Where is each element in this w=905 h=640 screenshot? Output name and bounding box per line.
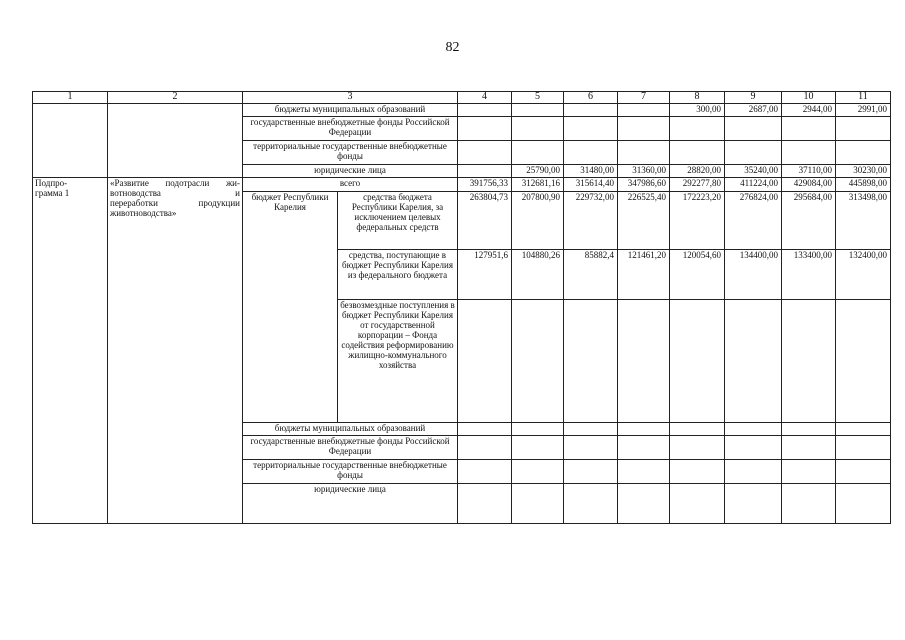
budget-table [32, 91, 891, 524]
column-header: 4 [458, 92, 512, 104]
value-cell: 429084,00 [782, 178, 836, 192]
value-cell [564, 300, 618, 423]
value-cell: 25790,00 [512, 165, 564, 178]
value-cell: 226525,40 [618, 192, 670, 250]
value-cell: 172223,20 [670, 192, 725, 250]
column-header: 5 [512, 92, 564, 104]
value-cell [512, 436, 564, 460]
value-cell: 292277,80 [670, 178, 725, 192]
value-cell [670, 436, 725, 460]
value-cell [836, 460, 891, 484]
value-cell [564, 141, 618, 165]
value-cell [618, 104, 670, 117]
value-cell: 276824,00 [725, 192, 782, 250]
source-label: территориальные государственные внебюджетные фонды [243, 460, 458, 484]
value-cell: 35240,00 [725, 165, 782, 178]
source-label: юридические лица [243, 484, 458, 524]
source-label: безвозмездные поступления в бюджет Республики Карелия от государственной корпорации – Фонда содействия реформированию жилищно-коммунального хозяйства [338, 300, 458, 423]
table-row [33, 104, 891, 117]
republic-budget-label: бюджет Республики Карелия [243, 192, 338, 423]
total-row [33, 178, 891, 192]
value-cell: 2991,00 [836, 104, 891, 117]
column-header: 6 [564, 92, 618, 104]
value-cell: 2687,00 [725, 104, 782, 117]
value-cell [782, 423, 836, 436]
value-cell [725, 141, 782, 165]
value-cell [782, 300, 836, 423]
value-cell [725, 117, 782, 141]
value-cell [725, 460, 782, 484]
value-cell [458, 436, 512, 460]
source-label: государственные внебюджетные фонды Российской Федерации [243, 117, 458, 141]
column-header: 3 [243, 92, 458, 104]
value-cell [836, 423, 891, 436]
value-cell: 133400,00 [782, 250, 836, 300]
value-cell [618, 141, 670, 165]
value-cell: 300,00 [670, 104, 725, 117]
column-header: 11 [836, 92, 891, 104]
value-cell [725, 484, 782, 524]
empty-cell [108, 104, 243, 178]
value-cell [836, 436, 891, 460]
value-cell [512, 117, 564, 141]
value-cell: 445898,00 [836, 178, 891, 192]
value-cell [458, 104, 512, 117]
column-header: 9 [725, 92, 782, 104]
value-cell: 391756,33 [458, 178, 512, 192]
value-cell: 315614,40 [564, 178, 618, 192]
value-cell [618, 423, 670, 436]
column-header: 8 [670, 92, 725, 104]
program-code: Подпро- грамма 1 [33, 178, 108, 524]
value-cell: 121461,20 [618, 250, 670, 300]
value-cell [725, 423, 782, 436]
value-cell [564, 460, 618, 484]
value-cell [512, 423, 564, 436]
value-cell: 2944,00 [782, 104, 836, 117]
program-title: «Развитие подотрасли жи- вотноводства и переработки продукции животноводства» [108, 178, 243, 524]
value-cell: 31480,00 [564, 165, 618, 178]
value-cell [564, 423, 618, 436]
value-cell [725, 436, 782, 460]
value-cell [782, 141, 836, 165]
value-cell [618, 460, 670, 484]
source-label: территориальные государственные внебюджетные фонды [243, 141, 458, 165]
value-cell: 263804,73 [458, 192, 512, 250]
value-cell [458, 141, 512, 165]
value-cell [782, 117, 836, 141]
value-cell [458, 423, 512, 436]
value-cell [564, 436, 618, 460]
value-cell: 312681,16 [512, 178, 564, 192]
value-cell [512, 484, 564, 524]
value-cell [670, 117, 725, 141]
value-cell [512, 104, 564, 117]
value-cell [618, 300, 670, 423]
value-cell [458, 165, 512, 178]
value-cell: 30230,00 [836, 165, 891, 178]
value-cell [782, 436, 836, 460]
value-cell: 347986,60 [618, 178, 670, 192]
page-number: 82 [445, 40, 460, 55]
value-cell: 313498,00 [836, 192, 891, 250]
source-label: государственные внебюджетные фонды Российской Федерации [243, 436, 458, 460]
value-cell [512, 141, 564, 165]
value-cell [670, 300, 725, 423]
value-cell: 207800,90 [512, 192, 564, 250]
value-cell [782, 484, 836, 524]
value-cell: 127951,6 [458, 250, 512, 300]
source-label: бюджеты муниципальных образований [243, 104, 458, 117]
value-cell: 295684,00 [782, 192, 836, 250]
value-cell [670, 484, 725, 524]
source-label: бюджеты муниципальных образований [243, 423, 458, 436]
column-header: 7 [618, 92, 670, 104]
value-cell [618, 436, 670, 460]
value-cell [670, 423, 725, 436]
column-header: 1 [33, 92, 108, 104]
value-cell [512, 300, 564, 423]
value-cell [782, 460, 836, 484]
source-label: средства бюджета Республики Карелия, за исключением целевых федеральных средств [338, 192, 458, 250]
value-cell [458, 117, 512, 141]
value-cell [670, 141, 725, 165]
value-cell: 37110,00 [782, 165, 836, 178]
value-cell [512, 460, 564, 484]
value-cell: 229732,00 [564, 192, 618, 250]
value-cell: 31360,00 [618, 165, 670, 178]
value-cell: 411224,00 [725, 178, 782, 192]
value-cell: 132400,00 [836, 250, 891, 300]
value-cell: 28820,00 [670, 165, 725, 178]
value-cell [725, 300, 782, 423]
column-header: 2 [108, 92, 243, 104]
value-cell [836, 117, 891, 141]
source-label: юридические лица [243, 165, 458, 178]
column-header: 10 [782, 92, 836, 104]
value-cell [458, 300, 512, 423]
value-cell [618, 117, 670, 141]
value-cell [836, 141, 891, 165]
value-cell [670, 460, 725, 484]
value-cell [564, 484, 618, 524]
value-cell: 134400,00 [725, 250, 782, 300]
value-cell [458, 460, 512, 484]
value-cell [564, 117, 618, 141]
source-label: средства, поступающие в бюджет Республики Карелия из федерального бюджета [338, 250, 458, 300]
value-cell: 104880,26 [512, 250, 564, 300]
value-cell [458, 484, 512, 524]
value-cell [618, 484, 670, 524]
value-cell: 85882,4 [564, 250, 618, 300]
value-cell [836, 484, 891, 524]
value-cell: 120054,60 [670, 250, 725, 300]
total-label: всего [243, 178, 458, 192]
header-row [33, 92, 891, 104]
value-cell [564, 104, 618, 117]
value-cell [836, 300, 891, 423]
empty-cell [33, 104, 108, 178]
